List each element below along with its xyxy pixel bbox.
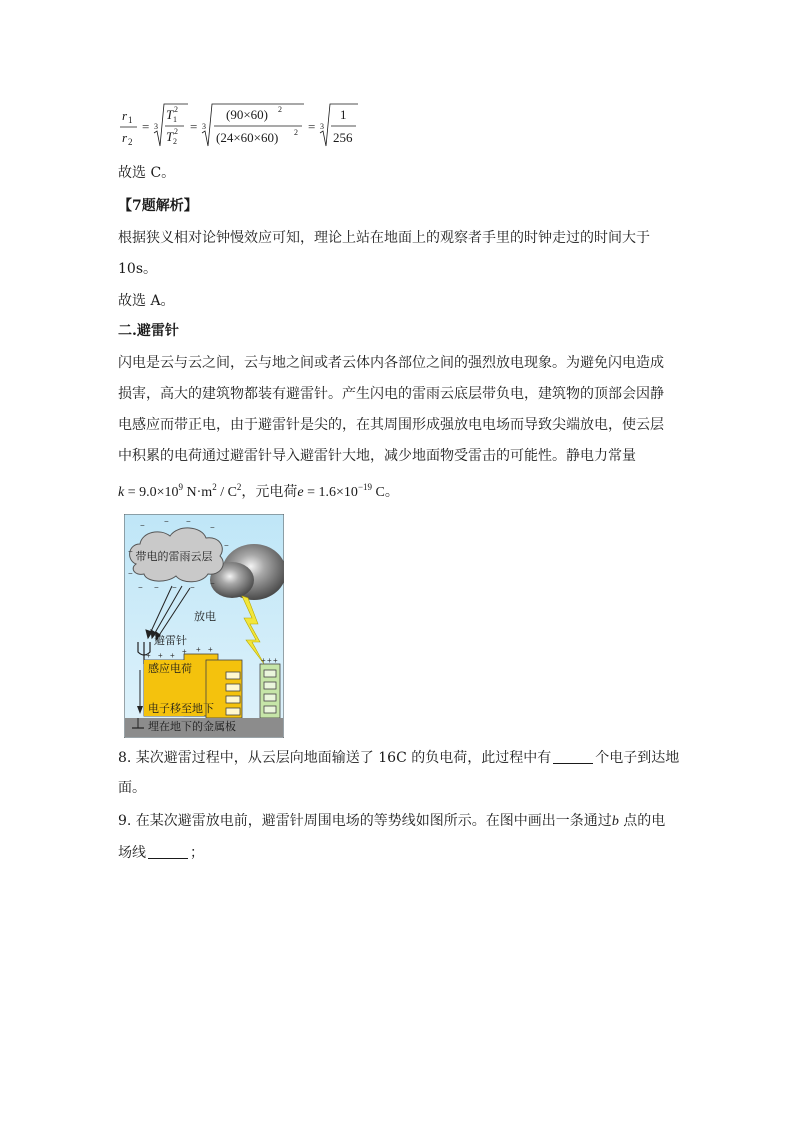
question-9-line1 xyxy=(118,813,665,830)
svg-text:−: − xyxy=(210,579,215,588)
q7-heading: 【7题解析】 xyxy=(118,198,198,214)
label-induced-charge: 感应电荷 xyxy=(148,662,192,675)
label-lightning-rod: 避雷针 xyxy=(154,634,187,647)
svg-text:−: − xyxy=(186,517,191,526)
paragraph-line-2: 损害，高大的建筑物都装有避雷针。产生闪电的雷雨云底层带负电，建筑物的顶部会因静 xyxy=(118,386,664,402)
svg-text:−: − xyxy=(128,547,133,556)
k-unit-exp1: 2 xyxy=(212,482,217,492)
k-unit: N·m xyxy=(186,485,213,500)
question-8-line1 xyxy=(118,750,679,766)
orbit-radius-ratio-formula xyxy=(118,100,378,152)
k-exponent: 9 xyxy=(178,482,184,492)
question-8-text-cont: 个电子到达地 xyxy=(595,750,680,766)
svg-text:=: = xyxy=(190,119,198,134)
question-9-text-cont: 点的电 xyxy=(618,813,666,829)
svg-text:−: − xyxy=(172,583,177,592)
question-9-text: 9. 在某次避雷放电前，避雷针周围电场的等势线如图所示。在图中画出一条通过 xyxy=(118,813,612,829)
svg-text:+: + xyxy=(158,651,163,660)
question-9-semicolon: ； xyxy=(190,845,204,861)
answer-6: 故选 C。 xyxy=(118,165,176,181)
formula-final-den: 256 xyxy=(333,130,353,145)
formula-root-index-2: 3 xyxy=(202,122,206,131)
k-unit-mid: / C xyxy=(216,485,237,500)
constants-end: 。 xyxy=(384,484,399,500)
svg-text:−: − xyxy=(224,541,229,550)
formula-t-den-sub: 2 xyxy=(173,137,177,146)
svg-text:−: − xyxy=(210,523,215,532)
formula-final-num: 1 xyxy=(340,107,347,122)
formula-t-num-sub: 1 xyxy=(173,115,177,124)
svg-text:−: − xyxy=(164,517,169,526)
question-8-text: 8. 某次避雷过程中，从云层向地面输送了 16C 的负电荷，此过程中有 xyxy=(118,750,552,766)
svg-text:−: − xyxy=(154,583,159,592)
formula-mid-num: (90×60) xyxy=(226,107,268,122)
svg-text:+: + xyxy=(146,651,151,660)
e-exponent: −19 xyxy=(357,482,373,492)
question-8-line2: 面。 xyxy=(118,780,146,796)
svg-text:=: = xyxy=(308,119,316,134)
svg-text:+: + xyxy=(170,651,175,660)
k-value: = 9.0×10 xyxy=(124,485,179,500)
paragraph-line-1: 闪电是云与云之间，云与地之间或者云体内各部位之间的强烈放电现象。为避免闪电造成 xyxy=(118,355,664,371)
formula-root-index-3: 3 xyxy=(320,122,324,131)
svg-text:+: + xyxy=(267,656,272,665)
question-8-answer-blank[interactable] xyxy=(553,751,593,764)
constants-line xyxy=(118,484,399,501)
label-metal-plate: 埋在地下的金属板 xyxy=(148,720,236,733)
paragraph-line-3: 电感应而带正电，由于避雷针是尖的，在其周围形成强放电电场而导致尖端放电，使云层 xyxy=(118,417,664,433)
formula-mid-num-sup: 2 xyxy=(278,105,282,114)
question-9-line2 xyxy=(118,845,204,861)
svg-text:+: + xyxy=(182,647,187,656)
constants-mid-text: ，元电荷 xyxy=(241,484,298,500)
k-unit-exp2: 2 xyxy=(236,482,242,492)
svg-text:−: − xyxy=(128,569,133,578)
formula-mid-den: (24×60×60) xyxy=(216,130,279,145)
question-9-text-end: 场线 xyxy=(118,845,146,861)
svg-text:+: + xyxy=(261,656,266,665)
q7-explanation-line2: 10s。 xyxy=(118,261,157,277)
formula-t-den-sup: 2 xyxy=(174,127,178,136)
formula-lhs-den: r xyxy=(122,130,128,145)
answer-7: 故选 A。 xyxy=(118,293,175,309)
formula-lhs-den-sub: 2 xyxy=(128,137,133,147)
formula-t-den: T xyxy=(166,129,174,144)
svg-text:+: + xyxy=(208,645,213,654)
svg-text:−: − xyxy=(138,583,143,592)
formula-lhs-num-sub: 1 xyxy=(128,115,133,125)
formula-root-index-1: 3 xyxy=(154,122,158,131)
svg-text:−: − xyxy=(140,521,145,530)
e-value: = 1.6×10 xyxy=(303,485,358,500)
label-discharge: 放电 xyxy=(194,610,216,623)
svg-text:−: − xyxy=(190,583,195,592)
k-symbol: k xyxy=(118,485,125,500)
lightning-rod-diagram xyxy=(124,514,284,738)
formula-mid-den-sup: 2 xyxy=(294,128,298,137)
formula-t-num: T xyxy=(166,107,174,122)
e-unit: C xyxy=(375,485,385,500)
label-charged-cloud: 带电的雷雨云层 xyxy=(135,550,213,563)
svg-text:+: + xyxy=(273,656,278,665)
formula-t-num-sup: 2 xyxy=(174,105,178,114)
point-b-symbol: b xyxy=(611,814,619,829)
label-electrons-to-ground: 电子移至地下 xyxy=(148,702,214,715)
formula-lhs-num: r xyxy=(122,108,128,123)
section-title: 二.避雷针 xyxy=(118,323,179,339)
question-9-answer-blank[interactable] xyxy=(148,846,188,859)
svg-text:=: = xyxy=(142,119,150,134)
q7-explanation-line1: 根据狭义相对论钟慢效应可知，理论上站在地面上的观察者手里的时钟走过的时间大于 xyxy=(118,230,650,246)
e-symbol: e xyxy=(297,485,304,500)
paragraph-line-4: 中积累的电荷通过避雷针导入避雷针大地，减少地面物受雷击的可能性。静电力常量 xyxy=(118,448,636,464)
svg-text:+: + xyxy=(196,645,201,654)
